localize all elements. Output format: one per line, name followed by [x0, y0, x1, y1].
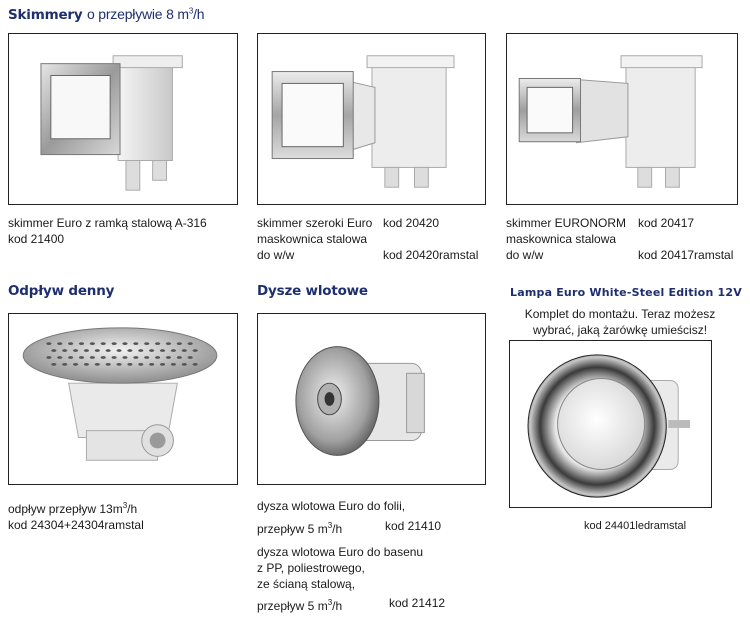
skimmer-euronorm-text — [506, 215, 746, 267]
odplyw-illustration — [9, 314, 237, 484]
drain-hole — [101, 356, 106, 359]
skimmer-szeroki-code: kod 20420 — [383, 216, 440, 230]
drain-hole — [133, 356, 138, 359]
dysze-heading: Dysze wlotowe — [257, 283, 368, 299]
drain-hole — [144, 342, 149, 345]
drain-hole — [116, 349, 121, 352]
drain-hole — [112, 342, 117, 345]
maskownica-code-2: kod 20417ramstal — [638, 248, 734, 262]
maskownica-desc-2: maskownica stalowa — [506, 232, 617, 246]
drain-hole — [160, 349, 165, 352]
skimmer-euro-code: kod 21400 — [8, 232, 65, 246]
dysza1-sup: 3 — [327, 521, 333, 530]
drain-hole — [51, 349, 56, 352]
dysza1-desc: dysza wlotowa Euro do folii, — [257, 499, 406, 513]
dysza2-flow — [257, 595, 342, 614]
lampa-image — [509, 340, 712, 508]
drain-hole — [188, 342, 193, 345]
drain-hole — [84, 349, 89, 352]
drain-hole — [62, 363, 67, 366]
skimmer-euro-text — [8, 215, 207, 247]
skimmer-szeroki-text — [257, 215, 487, 267]
lampa-desc-line2: wybrać, jaką żarówkę umieścisz! — [532, 323, 708, 337]
dysza2-sup: 3 — [327, 598, 333, 607]
heading-sup: 3 — [188, 6, 194, 16]
odplyw-desc-pre: odpływ przepływ 13m — [8, 502, 123, 516]
skimmer-euronorm-code: kod 20417 — [638, 216, 695, 230]
drain-hole — [122, 342, 127, 345]
odplyw-code: kod 24304+24304ramstal — [8, 518, 144, 532]
dysza2-code: kod 21412 — [389, 596, 446, 610]
drain-hole — [160, 363, 165, 366]
heading-unit: /h — [193, 6, 205, 22]
skimmer-euro-desc: skimmer Euro z ramką stalową A-316 — [8, 216, 207, 230]
skimmer-euronorm-image — [506, 33, 738, 205]
skimmer-euro-illustration — [9, 34, 237, 204]
drain-hole — [112, 356, 117, 359]
skimmer-szeroki-image — [257, 33, 486, 205]
drain-hole — [95, 349, 100, 352]
dysza2-flow-post: /h — [332, 599, 343, 613]
drain-hole — [127, 363, 132, 366]
drain-hole — [62, 349, 67, 352]
drain-hole — [171, 363, 176, 366]
odplyw-desc — [8, 498, 144, 517]
skimmer-euro-image — [8, 33, 238, 205]
skimmer-szeroki-illustration — [258, 34, 485, 204]
drain-hole — [177, 356, 182, 359]
drain-hole — [57, 342, 62, 345]
lampa-desc — [510, 306, 730, 338]
lampa-code: kod 24401ledramstal — [584, 520, 687, 532]
drain-hole — [127, 349, 132, 352]
drain-hole — [149, 349, 154, 352]
odplyw-text — [8, 498, 144, 533]
drain-hole — [177, 342, 182, 345]
dysza2-flow-pre: przepływ 5 m — [257, 599, 328, 613]
drain-hole — [122, 356, 127, 359]
drain-hole — [79, 356, 84, 359]
drain-hole — [73, 349, 78, 352]
drain-hole — [133, 342, 138, 345]
drain-hole — [73, 363, 78, 366]
drain-hole — [171, 349, 176, 352]
skimmery-heading-rest — [87, 6, 204, 22]
dysza2-material: z PP, poliestrowego, — [257, 561, 365, 575]
dysza2-desc: dysza wlotowa Euro do basenu — [257, 545, 424, 559]
lampa-illustration — [510, 341, 711, 507]
dysza2-wall: ze ścianą stalową, — [257, 577, 356, 591]
drain-hole — [46, 342, 51, 345]
drain-hole — [106, 363, 111, 366]
drain-hole — [155, 356, 160, 359]
dysza1-flow — [257, 518, 342, 537]
skimmer-szeroki-desc: skimmer szeroki Euro — [257, 216, 373, 230]
odplyw-sup: 3 — [122, 501, 128, 510]
drain-hole — [90, 342, 95, 345]
drain-hole — [182, 349, 187, 352]
maskownica-dow: do w/w — [257, 248, 295, 262]
drain-hole — [84, 363, 89, 366]
drain-hole — [68, 342, 73, 345]
drain-hole — [155, 342, 160, 345]
skimmer-euronorm-illustration — [507, 34, 737, 204]
skimmer-euronorm-desc: skimmer EURONORM — [506, 216, 626, 230]
drain-hole — [95, 363, 100, 366]
drain-hole — [116, 363, 121, 366]
drain-hole — [138, 363, 143, 366]
drain-hole — [57, 356, 62, 359]
dysza1-flow-pre: przepływ 5 m — [257, 522, 328, 536]
skimmery-heading — [8, 6, 204, 23]
drain-hole — [166, 356, 171, 359]
drain-hole — [149, 363, 154, 366]
odplyw-desc-post: /h — [127, 502, 138, 516]
dysza1-flow-post: /h — [332, 522, 343, 536]
drain-hole — [46, 356, 51, 359]
maskownica-desc: maskownica stalowa — [257, 232, 368, 246]
skimmery-heading-bold: Skimmery — [8, 7, 83, 23]
drain-hole — [90, 356, 95, 359]
dysze-image — [257, 313, 486, 485]
odplyw-image — [8, 313, 238, 485]
lampa-desc-line1: Komplet do montażu. Teraz możesz — [524, 307, 716, 321]
drain-hole — [193, 363, 198, 366]
drain-hole — [144, 356, 149, 359]
lampa-heading: Lampa Euro White-Steel Edition 12V — [510, 286, 742, 299]
dysze-text — [257, 498, 497, 618]
drain-hole — [79, 342, 84, 345]
dysza1-code: kod 21410 — [385, 519, 442, 533]
drain-hole — [101, 342, 106, 345]
drain-hole — [193, 349, 198, 352]
drain-hole — [138, 349, 143, 352]
maskownica-dow-2: do w/w — [506, 248, 544, 262]
drain-hole — [106, 349, 111, 352]
drain-hole — [182, 363, 187, 366]
drain-hole — [51, 363, 56, 366]
dysza-illustration — [258, 314, 485, 484]
maskownica-code: kod 20420ramstal — [383, 248, 479, 262]
drain-hole — [188, 356, 193, 359]
odplyw-heading: Odpływ denny — [8, 283, 115, 299]
drain-hole — [68, 356, 73, 359]
drain-hole — [166, 342, 171, 345]
heading-rest-text: o przepływie 8 m — [86, 6, 189, 22]
